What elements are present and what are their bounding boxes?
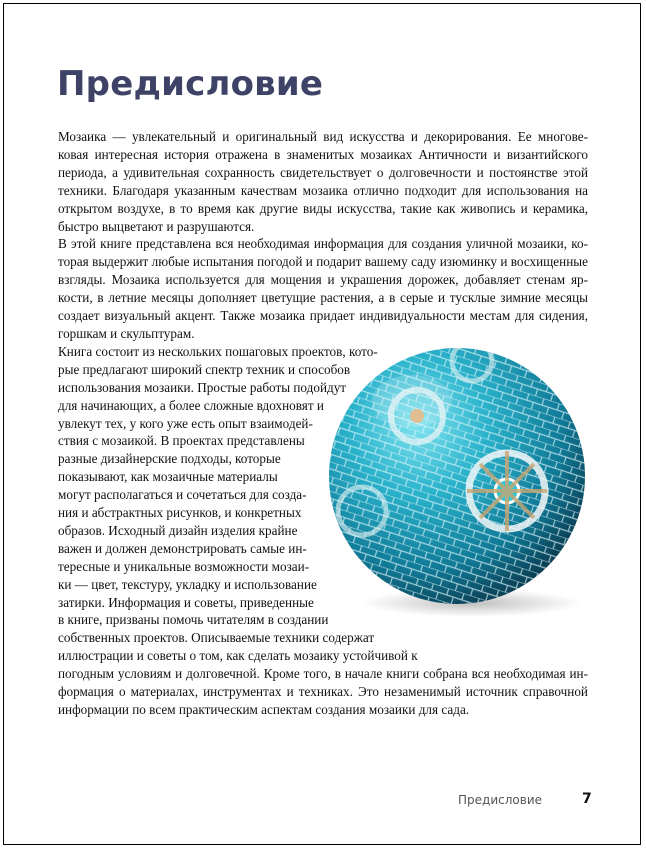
text-line: для начинающих, а более сложные вдохновят и	[58, 397, 324, 413]
text-line: кости, в летние месяцы дополняет цветущие растения, а в серые и тусклые зимние месяцы	[58, 290, 588, 306]
text-line: взгляды. Мозаика используется для мощения и украшения дорожек, добавляет стенам яр-	[58, 272, 588, 288]
text-line: периода, а удивительная сохранность свидетельствует о долговечности и постоянстве этой	[58, 164, 588, 180]
text-line: тересные и уникальные возможности мозаи-	[58, 558, 310, 574]
text-line: ки — цвет, текстуру, укладку и использование	[58, 576, 317, 592]
text-line: формация о материалах, инструментах и техниках. Это незаменимый источник справочной	[58, 684, 588, 700]
text-line: Книга состоит из нескольких пошаговых проектов, кото-	[58, 343, 378, 359]
text-line: показывают, как мозаичные материалы	[58, 469, 278, 485]
text-line: открытом воздухе, в то время как другие виды искусства, такие как живопись и керамика,	[58, 200, 588, 216]
running-footer-section: Предисловие	[458, 793, 542, 807]
text-line: рые предлагают широкий спектр техник и способов	[58, 361, 351, 377]
text-line: важен и должен демонстрировать самые ин-	[58, 540, 307, 556]
text-line: образов. Исходный дизайн изделия крайне	[58, 522, 298, 538]
text-line: могут располагаться и сочетаться для созда-	[58, 487, 307, 503]
body-text	[58, 128, 588, 719]
text-line: торая выдержит любые испытания погодой и подарит вашему саду изюминку и восхищенные	[58, 254, 588, 270]
text-line: разные дизайнерские подходы, которые	[58, 451, 281, 467]
text-line: иллюстрации и советы о том, как сделать мозаику устойчивой к	[58, 648, 418, 664]
page-title: Предисловие	[57, 64, 324, 104]
text-line: увлекут тех, у кого уже есть опыт взаимодей-	[58, 415, 313, 431]
text-line: в книге, призваны помочь читателям в создании	[58, 612, 329, 628]
page-number: 7	[582, 791, 592, 807]
text-line: ния и абстрактных рисунков, и конкретных	[58, 505, 302, 521]
text-line: горшкам и скульптурам.	[58, 325, 195, 341]
text-line: использования мозаики. Простые работы подойдут	[58, 379, 347, 395]
text-line: ствия с мозаикой. В проектах представлены	[58, 433, 305, 449]
text-line: В этой книге представлена вся необходимая информация для создания уличной мозаики, ко-	[58, 236, 588, 252]
text-line: погодным условиям и долговечной. Кроме того, в начале книги собрана вся необходимая ин-	[58, 666, 588, 682]
text-line: техники. Благодаря указанным качествам мозаика отлично подходит для использования на	[58, 182, 588, 198]
text-line: собственных проектов. Описываемые техники содержат	[58, 630, 375, 646]
text-line: быстро выцветают и разрушаются.	[58, 218, 255, 234]
text-line: создает визуальный акцент. Также мозаика придает индивидуальности местам для сидения,	[58, 308, 588, 324]
book-page	[3, 3, 641, 845]
text-line: информации по всем практическим аспектам создания мозаики для сада.	[58, 702, 470, 717]
text-line: ковая интересная история отражена в знаменитых мозаиках Античности и византийского	[58, 146, 588, 162]
text-line: затирки. Информация и советы, приведенные	[58, 594, 314, 610]
text-line: Мозаика — увлекательный и оригинальный вид искусства и декорирования. Ее многове-	[58, 129, 588, 144]
